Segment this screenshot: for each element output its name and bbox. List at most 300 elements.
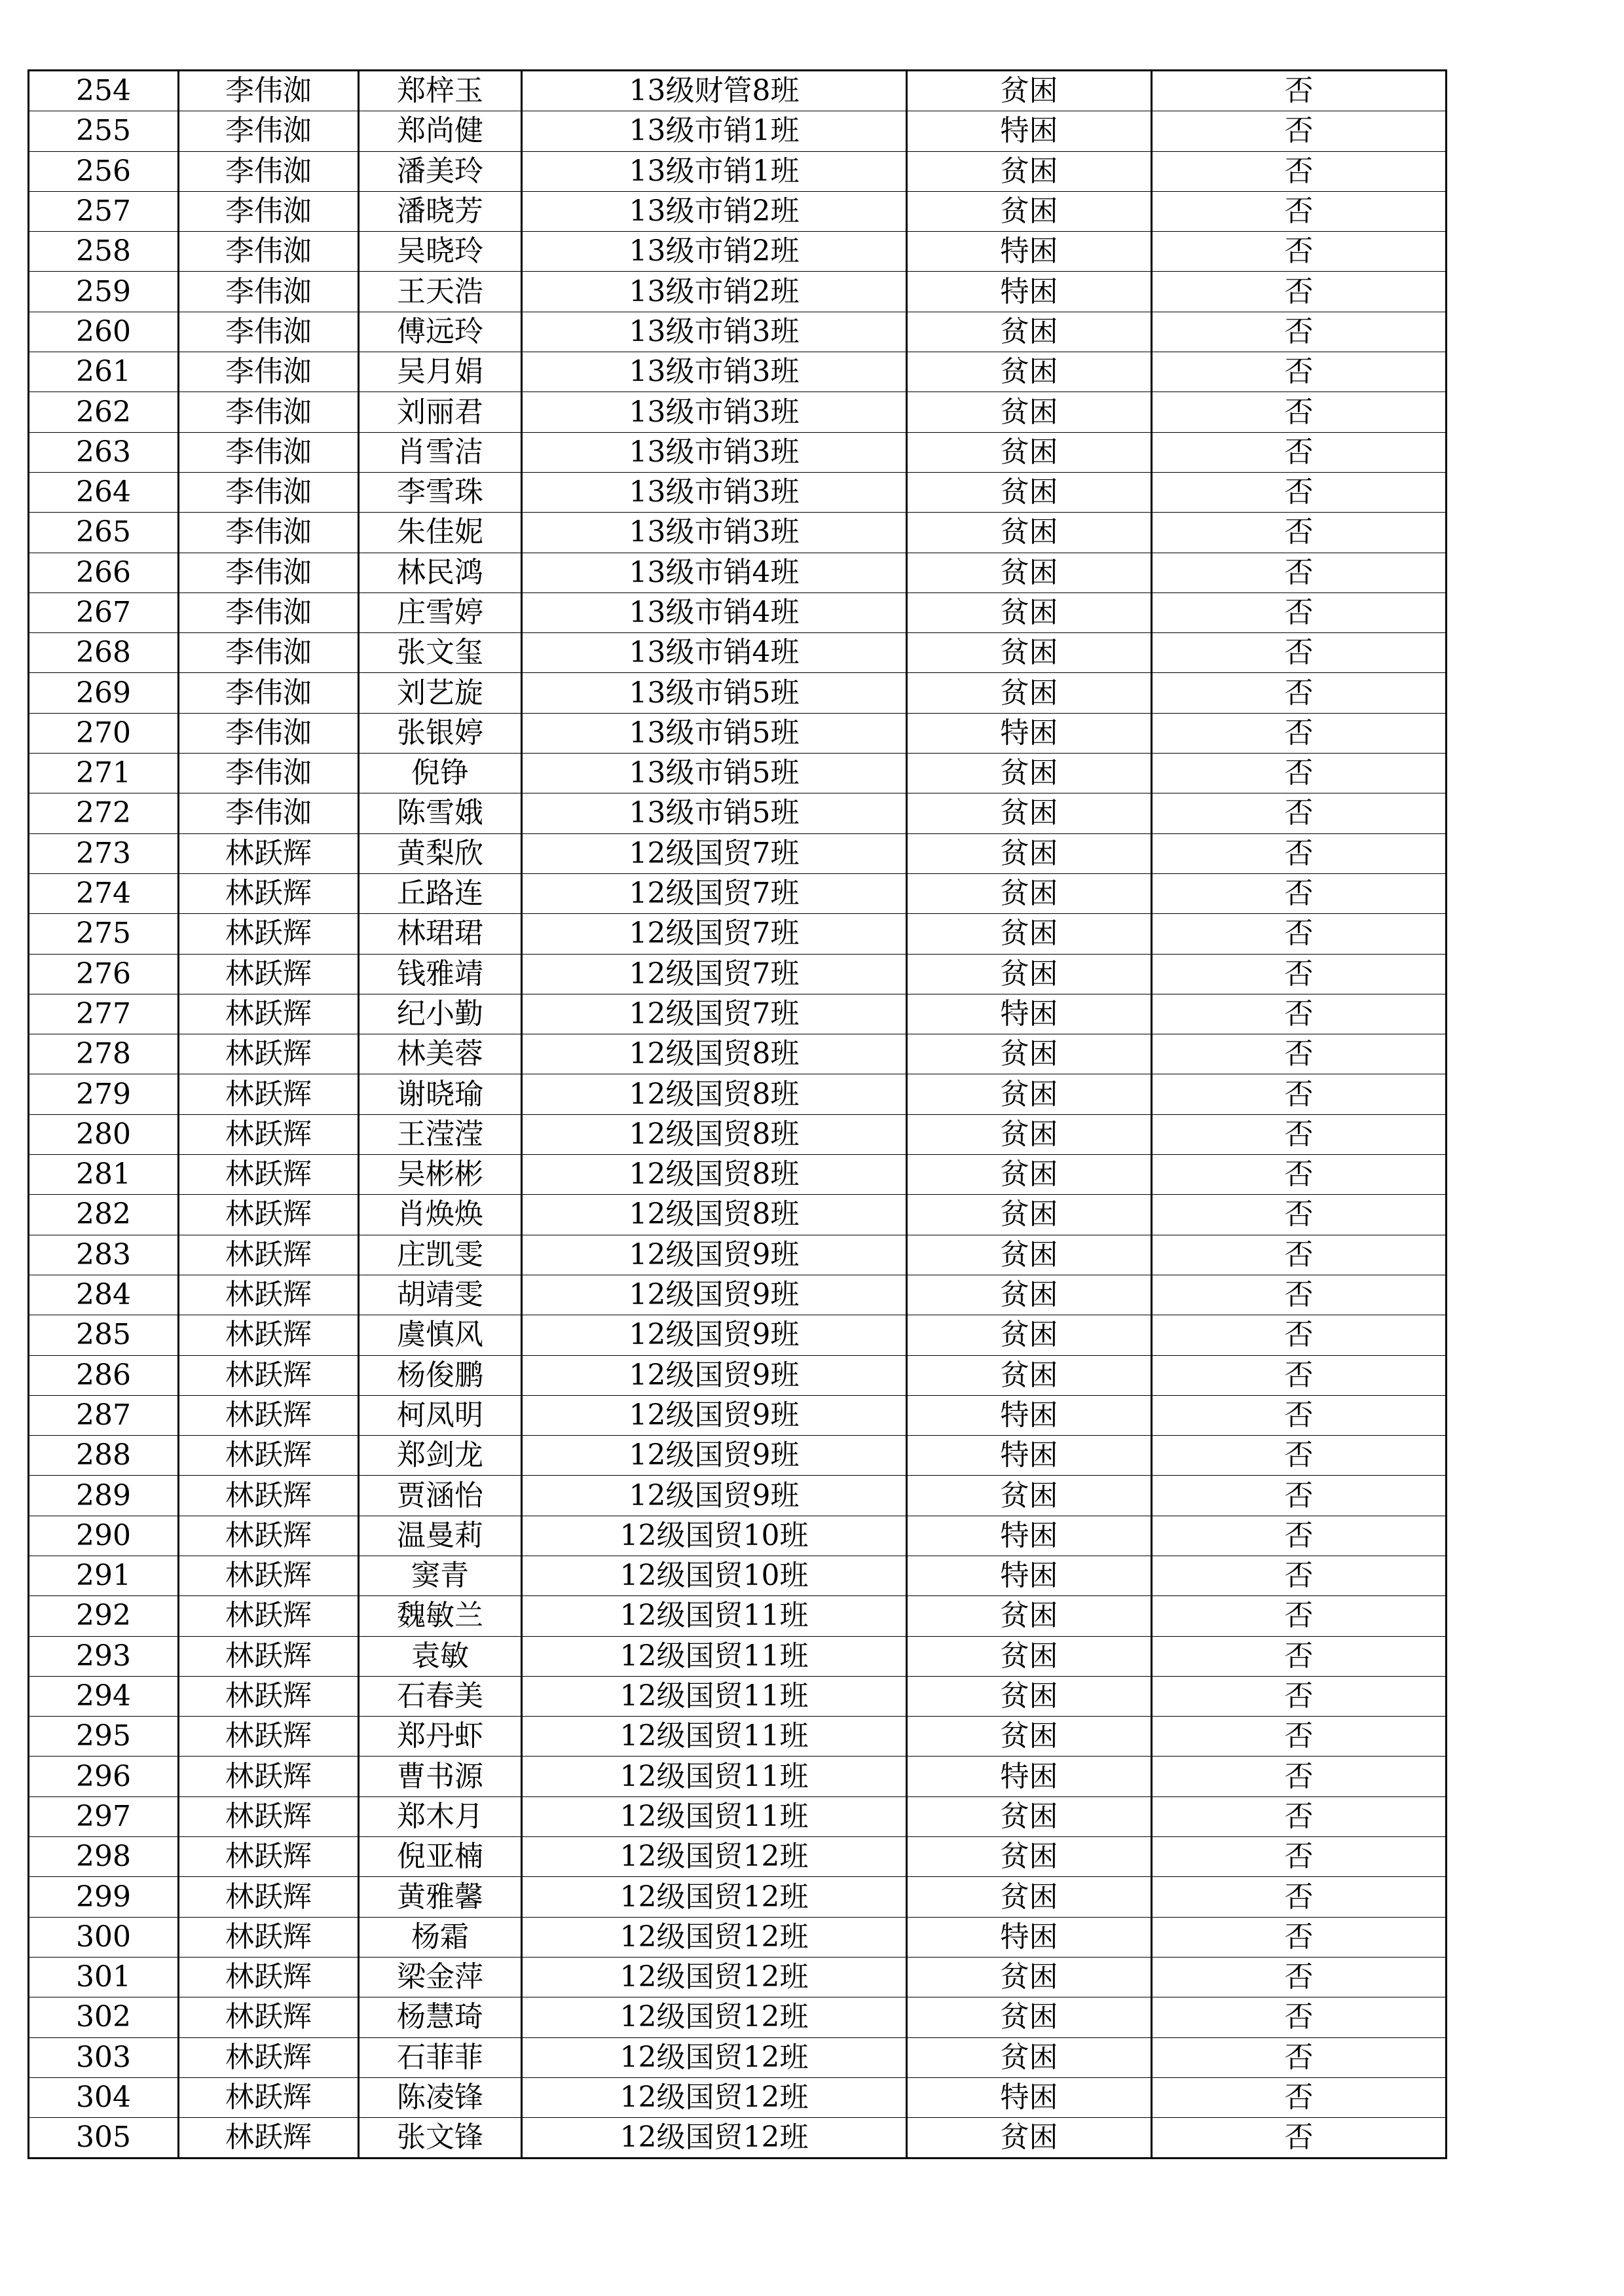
counselor-cell: 李伟洳 [179,312,359,352]
roster-table-body [29,71,1447,2159]
counselor-cell: 林跃辉 [179,1636,359,1676]
table-row [29,873,1447,913]
class-cell: 12级国贸9班 [522,1315,907,1355]
serial-number-cell: 273 [29,833,179,873]
student-name-cell: 刘艺旋 [359,673,522,713]
hardship-level-cell: 特困 [907,2077,1152,2117]
hardship-level-cell: 贫困 [907,553,1152,592]
class-cell: 12级国贸8班 [522,1195,907,1235]
hardship-level-cell: 贫困 [907,954,1152,994]
class-cell: 12级国贸8班 [522,1074,907,1114]
table-row [29,513,1447,553]
table-row [29,1195,1447,1235]
hardship-level-cell: 贫困 [907,352,1152,392]
hardship-level-cell: 贫困 [907,1997,1152,2037]
counselor-cell: 李伟洳 [179,191,359,231]
student-name-cell: 柯凤明 [359,1395,522,1435]
table-row [29,1436,1447,1476]
counselor-cell: 李伟洳 [179,793,359,833]
hardship-level-cell: 贫困 [907,151,1152,191]
table-row [29,1074,1447,1114]
student-name-cell: 胡靖雯 [359,1275,522,1315]
table-row [29,1516,1447,1556]
class-cell: 12级国贸12班 [522,2037,907,2077]
class-cell: 12级国贸7班 [522,914,907,954]
table-row [29,111,1447,151]
table-row [29,1155,1447,1195]
serial-number-cell: 259 [29,272,179,312]
student-name-cell: 吴月娟 [359,352,522,392]
flag-cell: 否 [1152,633,1447,673]
hardship-level-cell: 贫困 [907,833,1152,873]
serial-number-cell: 265 [29,513,179,553]
table-row [29,1556,1447,1595]
class-cell: 12级国贸9班 [522,1355,907,1395]
serial-number-cell: 257 [29,191,179,231]
table-row [29,2037,1447,2077]
flag-cell: 否 [1152,1796,1447,1836]
table-row [29,2077,1447,2117]
flag-cell: 否 [1152,2037,1447,2077]
serial-number-cell: 299 [29,1877,179,1917]
counselor-cell: 林跃辉 [179,1436,359,1476]
counselor-cell: 林跃辉 [179,1074,359,1114]
flag-cell: 否 [1152,1395,1447,1435]
class-cell: 12级国贸7班 [522,994,907,1034]
counselor-cell: 林跃辉 [179,833,359,873]
counselor-cell: 林跃辉 [179,1957,359,1997]
flag-cell: 否 [1152,994,1447,1034]
student-name-cell: 吴彬彬 [359,1155,522,1195]
flag-cell: 否 [1152,513,1447,553]
hardship-level-cell: 贫困 [907,1796,1152,1836]
student-name-cell: 倪铮 [359,754,522,793]
flag-cell: 否 [1152,1596,1447,1636]
class-cell: 13级市销3班 [522,432,907,472]
table-row [29,1235,1447,1275]
hardship-level-cell: 贫困 [907,191,1152,231]
hardship-level-cell: 贫困 [907,1155,1152,1195]
student-name-cell: 潘美玲 [359,151,522,191]
table-row [29,1315,1447,1355]
student-name-cell: 陈凌锋 [359,2077,522,2117]
serial-number-cell: 293 [29,1636,179,1676]
student-name-cell: 石春美 [359,1676,522,1716]
counselor-cell: 林跃辉 [179,1395,359,1435]
hardship-level-cell: 贫困 [907,71,1152,111]
hardship-level-cell: 贫困 [907,633,1152,673]
flag-cell: 否 [1152,71,1447,111]
class-cell: 12级国贸12班 [522,1877,907,1917]
student-name-cell: 肖雪洁 [359,432,522,472]
hardship-level-cell: 贫困 [907,1114,1152,1154]
student-name-cell: 林美蓉 [359,1034,522,1074]
serial-number-cell: 268 [29,633,179,673]
hardship-level-cell: 贫困 [907,472,1152,512]
flag-cell: 否 [1152,1516,1447,1556]
hardship-level-cell: 贫困 [907,673,1152,713]
flag-cell: 否 [1152,713,1447,753]
hardship-level-cell: 特困 [907,1917,1152,1957]
flag-cell: 否 [1152,1155,1447,1195]
counselor-cell: 林跃辉 [179,1837,359,1877]
counselor-cell: 林跃辉 [179,1796,359,1836]
serial-number-cell: 266 [29,553,179,592]
counselor-cell: 李伟洳 [179,633,359,673]
serial-number-cell: 297 [29,1796,179,1836]
hardship-level-cell: 贫困 [907,1034,1152,1074]
serial-number-cell: 276 [29,954,179,994]
student-name-cell: 郑丹虾 [359,1717,522,1757]
counselor-cell: 林跃辉 [179,1235,359,1275]
serial-number-cell: 282 [29,1195,179,1235]
hardship-level-cell: 特困 [907,994,1152,1034]
table-row [29,1917,1447,1957]
hardship-level-cell: 贫困 [907,1596,1152,1636]
class-cell: 12级国贸9班 [522,1436,907,1476]
class-cell: 13级市销1班 [522,151,907,191]
hardship-level-cell: 贫困 [907,1074,1152,1114]
table-row [29,1395,1447,1435]
serial-number-cell: 256 [29,151,179,191]
hardship-level-cell: 特困 [907,1395,1152,1435]
table-row [29,151,1447,191]
table-row [29,392,1447,432]
class-cell: 13级市销4班 [522,633,907,673]
table-row [29,592,1447,632]
class-cell: 12级国贸7班 [522,954,907,994]
counselor-cell: 林跃辉 [179,1195,359,1235]
class-cell: 12级国贸8班 [522,1155,907,1195]
serial-number-cell: 285 [29,1315,179,1355]
flag-cell: 否 [1152,1034,1447,1074]
flag-cell: 否 [1152,1757,1447,1796]
serial-number-cell: 302 [29,1997,179,2037]
class-cell: 12级国贸9班 [522,1275,907,1315]
serial-number-cell: 291 [29,1556,179,1595]
table-row [29,352,1447,392]
class-cell: 12级国贸7班 [522,873,907,913]
student-name-cell: 庄凯雯 [359,1235,522,1275]
serial-number-cell: 279 [29,1074,179,1114]
counselor-cell: 林跃辉 [179,1676,359,1716]
student-name-cell: 朱佳妮 [359,513,522,553]
student-name-cell: 林珺珺 [359,914,522,954]
counselor-cell: 李伟洳 [179,592,359,632]
student-name-cell: 魏敏兰 [359,1596,522,1636]
serial-number-cell: 267 [29,592,179,632]
hardship-level-cell: 贫困 [907,1195,1152,1235]
student-name-cell: 虞慎风 [359,1315,522,1355]
serial-number-cell: 270 [29,713,179,753]
table-row [29,1837,1447,1877]
counselor-cell: 林跃辉 [179,1917,359,1957]
table-row [29,1034,1447,1074]
hardship-level-cell: 贫困 [907,2118,1152,2159]
serial-number-cell: 275 [29,914,179,954]
table-row [29,1596,1447,1636]
counselor-cell: 林跃辉 [179,1155,359,1195]
flag-cell: 否 [1152,2077,1447,2117]
table-row [29,191,1447,231]
class-cell: 12级国贸12班 [522,2077,907,2117]
table-row [29,833,1447,873]
counselor-cell: 林跃辉 [179,1877,359,1917]
class-cell: 13级市销2班 [522,232,907,272]
table-row [29,633,1447,673]
table-row [29,914,1447,954]
serial-number-cell: 278 [29,1034,179,1074]
hardship-level-cell: 贫困 [907,793,1152,833]
hardship-level-cell: 贫困 [907,914,1152,954]
student-name-cell: 丘路连 [359,873,522,913]
serial-number-cell: 301 [29,1957,179,1997]
serial-number-cell: 304 [29,2077,179,2117]
hardship-level-cell: 贫困 [907,1235,1152,1275]
counselor-cell: 林跃辉 [179,1596,359,1636]
hardship-level-cell: 特困 [907,111,1152,151]
counselor-cell: 林跃辉 [179,914,359,954]
serial-number-cell: 287 [29,1395,179,1435]
flag-cell: 否 [1152,754,1447,793]
flag-cell: 否 [1152,1917,1447,1957]
serial-number-cell: 269 [29,673,179,713]
counselor-cell: 李伟洳 [179,352,359,392]
serial-number-cell: 298 [29,1837,179,1877]
serial-number-cell: 296 [29,1757,179,1796]
hardship-level-cell: 贫困 [907,513,1152,553]
hardship-level-cell: 特困 [907,1436,1152,1476]
flag-cell: 否 [1152,1717,1447,1757]
flag-cell: 否 [1152,833,1447,873]
counselor-cell: 李伟洳 [179,754,359,793]
table-row [29,1796,1447,1836]
flag-cell: 否 [1152,2118,1447,2159]
class-cell: 13级财管8班 [522,71,907,111]
serial-number-cell: 280 [29,1114,179,1154]
table-row [29,1957,1447,1997]
class-cell: 12级国贸9班 [522,1235,907,1275]
table-row [29,312,1447,352]
counselor-cell: 李伟洳 [179,713,359,753]
student-name-cell: 林民鸿 [359,553,522,592]
counselor-cell: 李伟洳 [179,392,359,432]
flag-cell: 否 [1152,312,1447,352]
student-name-cell: 李雪珠 [359,472,522,512]
student-name-cell: 张文锋 [359,2118,522,2159]
hardship-level-cell: 贫困 [907,1355,1152,1395]
flag-cell: 否 [1152,472,1447,512]
class-cell: 13级市销3班 [522,352,907,392]
serial-number-cell: 303 [29,2037,179,2077]
student-name-cell: 郑剑龙 [359,1436,522,1476]
student-name-cell: 曹书源 [359,1757,522,1796]
serial-number-cell: 294 [29,1676,179,1716]
hardship-level-cell: 贫困 [907,1315,1152,1355]
flag-cell: 否 [1152,1837,1447,1877]
counselor-cell: 林跃辉 [179,1997,359,2037]
flag-cell: 否 [1152,1476,1447,1516]
flag-cell: 否 [1152,873,1447,913]
table-row [29,1275,1447,1315]
student-name-cell: 肖焕焕 [359,1195,522,1235]
hardship-level-cell: 贫困 [907,1957,1152,1997]
flag-cell: 否 [1152,392,1447,432]
hardship-level-cell: 贫困 [907,873,1152,913]
serial-number-cell: 274 [29,873,179,913]
counselor-cell: 林跃辉 [179,873,359,913]
class-cell: 12级国贸9班 [522,1395,907,1435]
flag-cell: 否 [1152,553,1447,592]
counselor-cell: 林跃辉 [179,1476,359,1516]
flag-cell: 否 [1152,1235,1447,1275]
flag-cell: 否 [1152,1636,1447,1676]
student-name-cell: 贾涵怡 [359,1476,522,1516]
flag-cell: 否 [1152,272,1447,312]
hardship-level-cell: 贫困 [907,1837,1152,1877]
table-row [29,432,1447,472]
flag-cell: 否 [1152,1275,1447,1315]
student-name-cell: 张银婷 [359,713,522,753]
student-name-cell: 庄雪婷 [359,592,522,632]
table-row [29,713,1447,753]
table-row [29,232,1447,272]
hardship-level-cell: 贫困 [907,1676,1152,1716]
flag-cell: 否 [1152,432,1447,472]
serial-number-cell: 277 [29,994,179,1034]
class-cell: 12级国贸12班 [522,1837,907,1877]
hardship-level-cell: 特困 [907,1757,1152,1796]
hardship-level-cell: 贫困 [907,1717,1152,1757]
student-name-cell: 杨俊鹏 [359,1355,522,1395]
class-cell: 12级国贸11班 [522,1636,907,1676]
counselor-cell: 林跃辉 [179,1034,359,1074]
counselor-cell: 林跃辉 [179,954,359,994]
counselor-cell: 李伟洳 [179,111,359,151]
student-name-cell: 王天浩 [359,272,522,312]
counselor-cell: 李伟洳 [179,71,359,111]
class-cell: 13级市销5班 [522,754,907,793]
counselor-cell: 李伟洳 [179,673,359,713]
student-name-cell: 梁金萍 [359,1957,522,1997]
table-row [29,71,1447,111]
counselor-cell: 林跃辉 [179,1275,359,1315]
table-row [29,754,1447,793]
flag-cell: 否 [1152,673,1447,713]
student-name-cell: 傅远玲 [359,312,522,352]
class-cell: 12级国贸11班 [522,1596,907,1636]
counselor-cell: 林跃辉 [179,1717,359,1757]
hardship-level-cell: 贫困 [907,754,1152,793]
flag-cell: 否 [1152,1556,1447,1595]
class-cell: 12级国贸11班 [522,1757,907,1796]
serial-number-cell: 286 [29,1355,179,1395]
student-name-cell: 石菲菲 [359,2037,522,2077]
class-cell: 12级国贸7班 [522,833,907,873]
table-row [29,954,1447,994]
counselor-cell: 林跃辉 [179,1315,359,1355]
counselor-cell: 林跃辉 [179,1114,359,1154]
class-cell: 13级市销3班 [522,472,907,512]
table-row [29,1355,1447,1395]
flag-cell: 否 [1152,111,1447,151]
class-cell: 13级市销4班 [522,592,907,632]
serial-number-cell: 262 [29,392,179,432]
counselor-cell: 李伟洳 [179,232,359,272]
class-cell: 12级国贸12班 [522,2118,907,2159]
table-row [29,472,1447,512]
class-cell: 13级市销5班 [522,673,907,713]
counselor-cell: 林跃辉 [179,2037,359,2077]
table-row [29,272,1447,312]
student-name-cell: 倪亚楠 [359,1837,522,1877]
class-cell: 13级市销3班 [522,392,907,432]
serial-number-cell: 289 [29,1476,179,1516]
counselor-cell: 林跃辉 [179,1757,359,1796]
hardship-level-cell: 贫困 [907,1275,1152,1315]
flag-cell: 否 [1152,1957,1447,1997]
class-cell: 13级市销5班 [522,713,907,753]
flag-cell: 否 [1152,1114,1447,1154]
counselor-cell: 林跃辉 [179,1556,359,1595]
table-row [29,1676,1447,1716]
student-name-cell: 郑木月 [359,1796,522,1836]
class-cell: 13级市销3班 [522,513,907,553]
counselor-cell: 林跃辉 [179,1355,359,1395]
student-name-cell: 刘丽君 [359,392,522,432]
class-cell: 13级市销5班 [522,793,907,833]
student-name-cell: 郑梓玉 [359,71,522,111]
table-row [29,1114,1447,1154]
class-cell: 13级市销2班 [522,272,907,312]
hardship-level-cell: 贫困 [907,432,1152,472]
flag-cell: 否 [1152,914,1447,954]
serial-number-cell: 271 [29,754,179,793]
student-name-cell: 袁敏 [359,1636,522,1676]
flag-cell: 否 [1152,1195,1447,1235]
student-name-cell: 吴晓玲 [359,232,522,272]
table-row [29,1476,1447,1516]
serial-number-cell: 258 [29,232,179,272]
counselor-cell: 林跃辉 [179,2077,359,2117]
table-row [29,553,1447,592]
hardship-level-cell: 贫困 [907,592,1152,632]
flag-cell: 否 [1152,1355,1447,1395]
class-cell: 13级市销1班 [522,111,907,151]
student-name-cell: 窦青 [359,1556,522,1595]
class-cell: 12级国贸11班 [522,1676,907,1716]
student-name-cell: 张文玺 [359,633,522,673]
hardship-level-cell: 特困 [907,232,1152,272]
hardship-level-cell: 特困 [907,713,1152,753]
flag-cell: 否 [1152,793,1447,833]
serial-number-cell: 255 [29,111,179,151]
table-row [29,1877,1447,1917]
student-name-cell: 钱雅靖 [359,954,522,994]
hardship-level-cell: 特困 [907,272,1152,312]
counselor-cell: 李伟洳 [179,513,359,553]
hardship-level-cell: 贫困 [907,312,1152,352]
flag-cell: 否 [1152,352,1447,392]
serial-number-cell: 264 [29,472,179,512]
flag-cell: 否 [1152,1676,1447,1716]
class-cell: 13级市销2班 [522,191,907,231]
student-name-cell: 纪小勤 [359,994,522,1034]
flag-cell: 否 [1152,1436,1447,1476]
class-cell: 12级国贸10班 [522,1516,907,1556]
roster-table [28,69,1447,2159]
student-name-cell: 黄雅馨 [359,1877,522,1917]
